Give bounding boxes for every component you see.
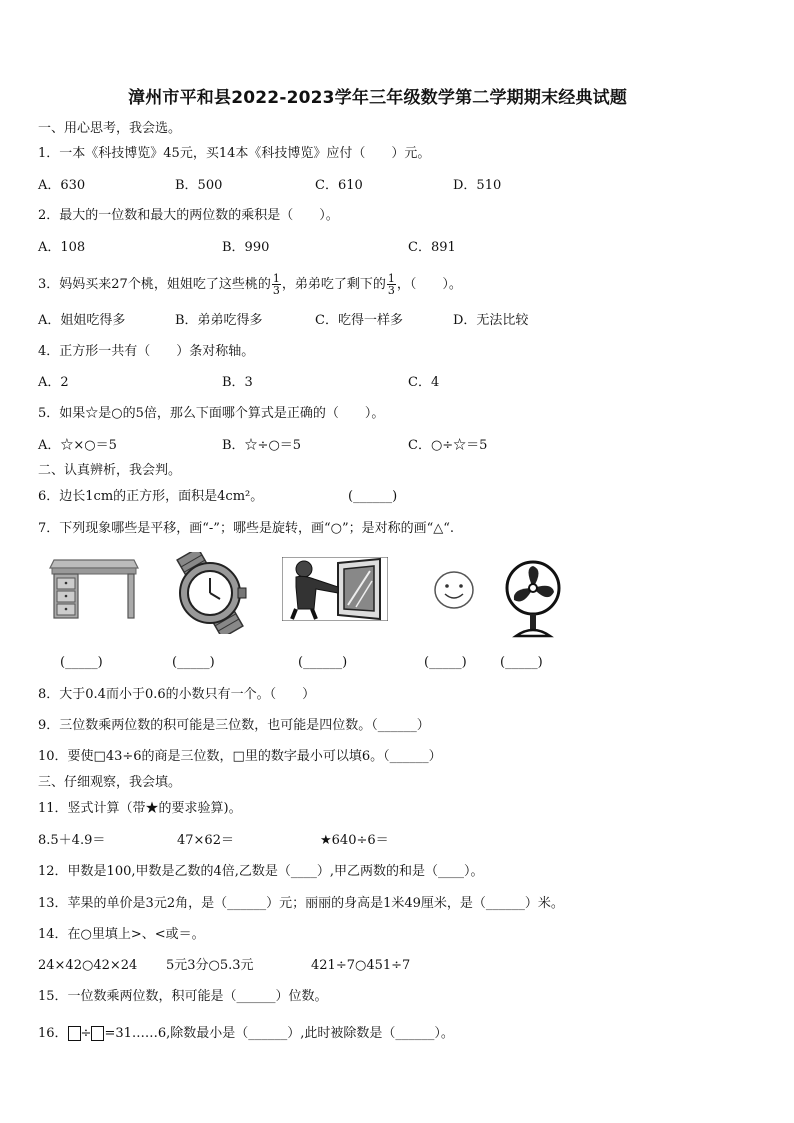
q16-number: 16． — [38, 1026, 68, 1041]
question-4: 4．正方形一共有（ ）条对称轴。 — [38, 344, 255, 359]
q7-answer-blank-1[interactable]: (_____) — [60, 655, 103, 670]
question-7: 7．下列现象哪些是平移，画“-”；哪些是旋转，画“○”；是对称的画“△“. — [38, 521, 455, 536]
question-9: 9．三位数乘两位数的积可能是三位数，也可能是四位数。（______） — [38, 718, 430, 733]
electric-fan-image — [502, 560, 564, 640]
q4-option-a: A．2 — [38, 375, 69, 390]
q3-text-part2: ，弟弟吃了剩下的 — [281, 277, 386, 292]
q4-option-b: B．3 — [222, 375, 253, 390]
q11-item-3: ★640÷6＝ — [320, 833, 389, 848]
q3-option-b: B．弟弟吃得多 — [175, 313, 263, 328]
q5-option-b: B．☆÷○＝5 — [222, 438, 302, 453]
question-16: 16． ÷ =31……6,除数最小是（______）,此时被除数是（______）。 — [38, 1026, 454, 1041]
question-5: 5．如果☆是○的5倍，那么下面哪个算式是正确的（ ）。 — [38, 406, 385, 421]
q1-option-d: D．510 — [453, 178, 502, 193]
section-heading-3: 三、仔细观察，我会填。 — [38, 775, 182, 790]
q6-answer-blank[interactable]: (______) — [348, 489, 398, 504]
q7-answer-blank-3[interactable]: (______) — [298, 655, 348, 670]
question-6: 6．边长1cm的正方形，面积是4cm²。 — [38, 489, 264, 504]
q16-text: =31……6,除数最小是（______）,此时被除数是（______）。 — [104, 1026, 454, 1041]
fraction-denominator: 3 — [387, 284, 395, 297]
section-heading-1: 一、用心思考，我会选。 — [38, 121, 182, 136]
push-door-image — [282, 557, 388, 621]
q2-option-a: A．108 — [38, 240, 86, 255]
q14-item-1: 24×42○42×24 — [38, 958, 138, 973]
dividend-box[interactable] — [68, 1026, 81, 1041]
q7-answer-blank-2[interactable]: (_____) — [172, 655, 215, 670]
smiley-face-image — [433, 570, 475, 610]
fraction-one-third — [387, 273, 396, 296]
page-title: 漳州市平和县2022-2023学年三年级数学第二学期期末经典试题 — [128, 88, 628, 108]
divisor-box[interactable] — [91, 1026, 104, 1041]
question-8: 8．大于0.4而小于0.6的小数只有一个。（ ） — [38, 687, 316, 702]
question-13: 13．苹果的单价是3元2角，是（______）元；丽丽的身高是1米49厘米，是（______）米。 — [38, 896, 564, 911]
question-2: 2．最大的一位数和最大的两位数的乘积是（ ）。 — [38, 208, 339, 223]
question-1: 1．一本《科技博览》45元，买14本《科技博览》应付（ ）元。 — [38, 146, 431, 161]
fraction-one-third — [272, 273, 281, 296]
question-3 — [38, 270, 462, 300]
fraction-numerator: 1 — [387, 272, 395, 285]
q7-answer-blank-5[interactable]: (_____) — [500, 655, 543, 670]
q5-option-c: C．○÷☆＝5 — [408, 438, 488, 453]
q3-text-part1: 3．妈妈买来27个桃，姐姐吃了这些桃的 — [38, 277, 271, 292]
q14-item-2: 5元3分○5.3元 — [166, 958, 254, 973]
q11-item-2: 47×62＝ — [177, 833, 234, 848]
question-10: 10．要使□43÷6的商是三位数，□里的数字最小可以填6。（______） — [38, 749, 442, 764]
q1-option-a: A．630 — [38, 178, 86, 193]
question-11: 11．竖式计算（带★的要求验算)。 — [38, 801, 242, 816]
q3-option-d: D．无法比较 — [453, 313, 529, 328]
q4-option-c: C．4 — [408, 375, 440, 390]
q7-answer-blank-4[interactable]: (_____) — [424, 655, 467, 670]
q14-item-3: 421÷7○451÷7 — [311, 958, 411, 973]
q3-option-a: A．姐姐吃得多 — [38, 313, 126, 328]
q1-option-b: B．500 — [175, 178, 223, 193]
q11-item-1: 8.5＋4.9＝ — [38, 833, 106, 848]
watch-image — [162, 552, 258, 634]
question-14: 14．在○里填上>、<或＝。 — [38, 927, 205, 942]
fraction-numerator: 1 — [272, 272, 280, 285]
desk-image — [48, 556, 140, 622]
q3-text-part3: ，（ ）。 — [396, 277, 462, 292]
section-heading-2: 二、认真辨析，我会判。 — [38, 463, 182, 478]
q5-option-a: A．☆×○＝5 — [38, 438, 117, 453]
fraction-denominator: 3 — [272, 284, 280, 297]
q3-option-c: C．吃得一样多 — [315, 313, 403, 328]
q1-option-c: C．610 — [315, 178, 363, 193]
question-12: 12．甲数是100,甲数是乙数的4倍,乙数是（____）,甲乙两数的和是（____）。 — [38, 864, 484, 879]
q2-option-b: B．990 — [222, 240, 270, 255]
question-15: 15．一位数乘两位数，积可能是（______）位数。 — [38, 989, 328, 1004]
q2-option-c: C．891 — [408, 240, 456, 255]
